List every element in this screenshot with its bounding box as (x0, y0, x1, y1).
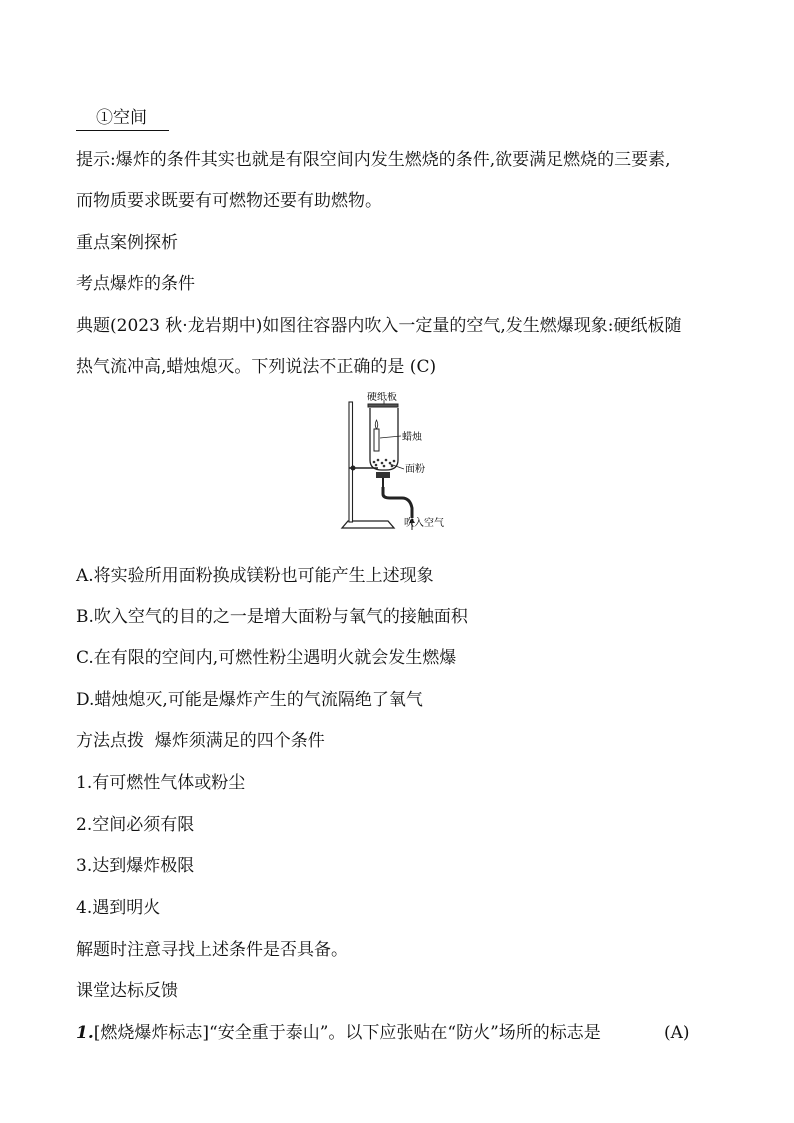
clamp-boss (351, 466, 356, 471)
blank-answer-line (76, 106, 169, 131)
option-c: C.在有限的空间内,可燃性粉尘遇明火就会发生燃爆 (76, 648, 457, 668)
option-a: A.将实验所用面粉换成镁粉也可能产生上述现象 (76, 566, 434, 586)
apparatus-figure (330, 392, 465, 534)
label-cardboard: 硬纸板 (367, 392, 397, 403)
question-1-text: [燃烧爆炸标志]“安全重于泰山”。以下应张贴在“防火”场所的标志是 (93, 1023, 601, 1043)
question-1-number: 1. (76, 1023, 94, 1043)
candle-flame (375, 420, 378, 429)
example-question-line-2: 热气流冲高,蜡烛熄灭。下列说法不正确的是 (C) (76, 357, 437, 377)
blank-answer: ①空间 (76, 106, 169, 131)
option-b: B.吹入空气的目的之一是增大面粉与氧气的接触面积 (76, 607, 468, 627)
feedback-title: 课堂达标反馈 (76, 981, 178, 1001)
candle (374, 429, 379, 451)
label-candle: 蜡烛 (402, 432, 422, 443)
condition-1: 1.有可燃性气体或粉尘 (76, 773, 246, 793)
method-title: 方法点拨 爆炸须满足的四个条件 (76, 731, 325, 751)
hint-line-1: 提示:爆炸的条件其实也就是有限空间内发生燃烧的条件,欲要满足燃烧的三要素, (76, 150, 671, 170)
question-1-answer: (A) (664, 1023, 690, 1043)
topic-title: 考点爆炸的条件 (76, 274, 195, 294)
condition-3: 3.达到爆炸极限 (76, 856, 195, 876)
section-title: 重点案例探析 (76, 233, 178, 253)
label-flour: 面粉 (405, 464, 425, 475)
example-question-line-1: 典题(2023 秋·龙岩期中)如图往容器内吹入一定量的空气,发生燃爆现象:硬纸板随 (76, 316, 682, 336)
option-d: D.蜡烛熄灭,可能是爆炸产生的气流隔绝了氧气 (76, 690, 423, 710)
hint-line-2: 而物质要求既要有可燃物还要有助燃物。 (76, 191, 382, 211)
stand-rod (349, 402, 353, 522)
cardboard (368, 404, 398, 407)
condition-2: 2.空间必须有限 (76, 815, 195, 835)
label-blow-air: 吹入空气 (404, 518, 444, 529)
flour (373, 459, 396, 468)
air-tube (383, 487, 412, 518)
bottom-plug (376, 472, 390, 478)
method-note: 解题时注意寻找上述条件是否具备。 (76, 940, 348, 960)
condition-4: 4.遇到明火 (76, 898, 161, 918)
question-1 (76, 1021, 601, 1045)
